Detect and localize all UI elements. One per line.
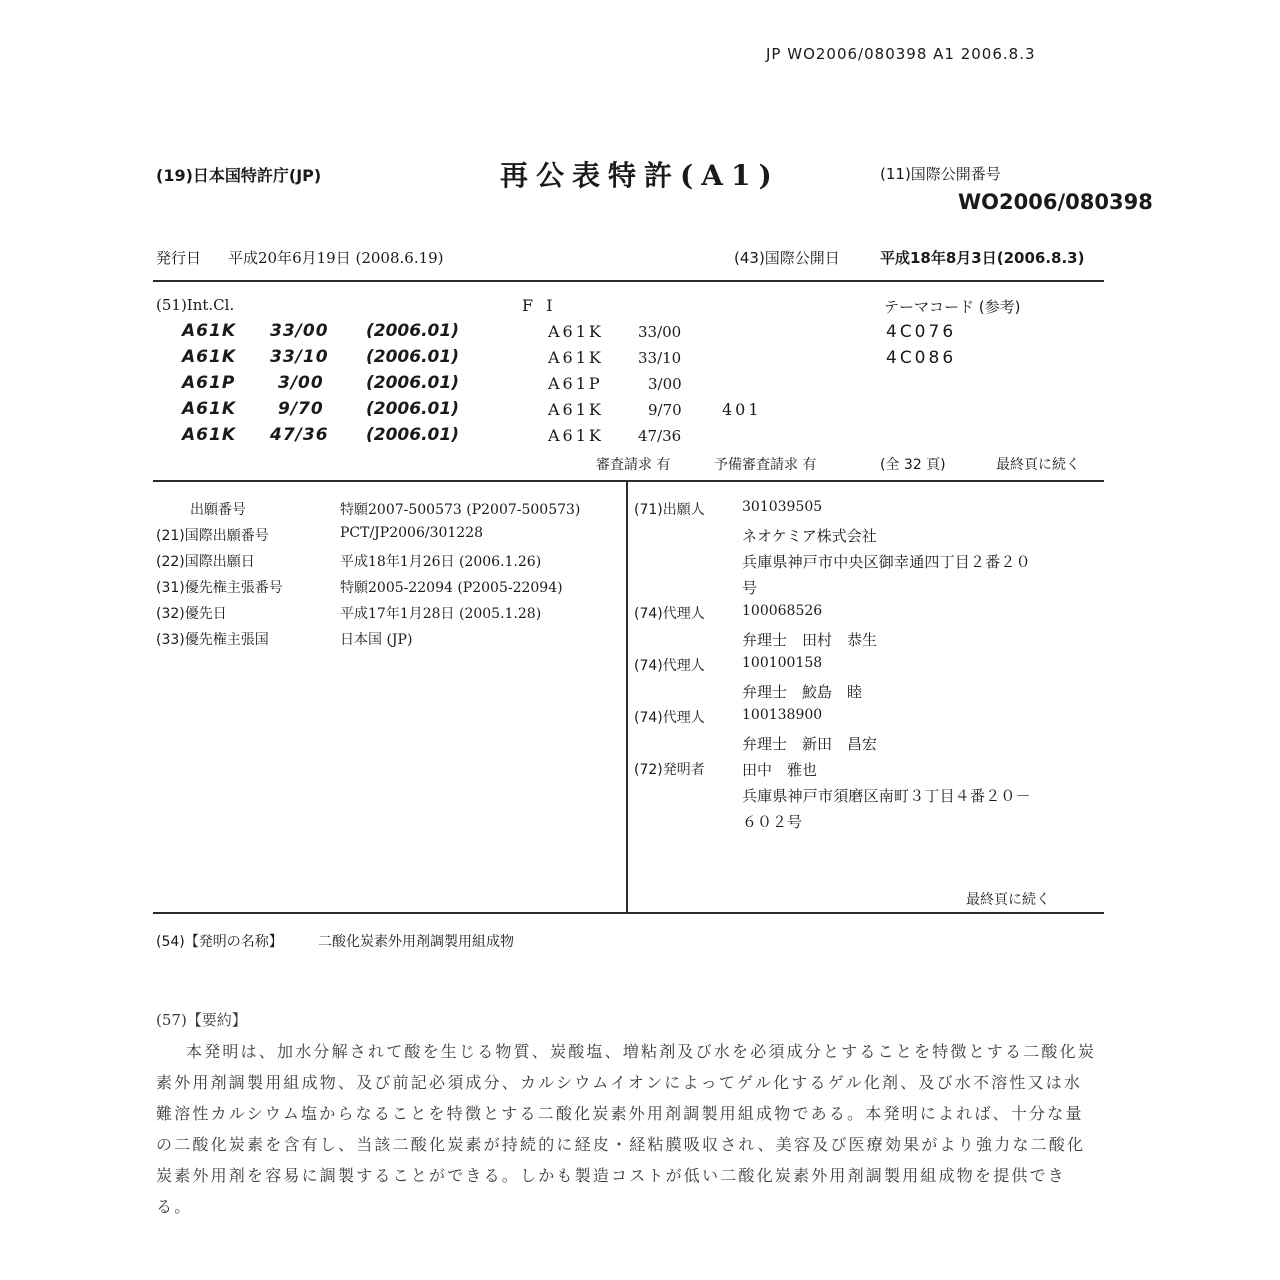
application-value: 平成17年1月28日 (2005.1.28)	[340, 606, 542, 622]
column-divider	[626, 482, 628, 912]
agent-name: 弁理士 田村 恭生	[742, 631, 878, 649]
applicant-label: (71)出願人	[634, 502, 705, 518]
agent-label: (74)代理人	[634, 710, 705, 726]
fi-code: A61K	[548, 322, 604, 341]
agent-number: 100068526	[742, 603, 823, 619]
int-cl-group: 33/00	[270, 321, 329, 341]
application-value: 平成18年1月26日 (2006.1.26)	[340, 554, 542, 570]
abstract-label: (57)【要約】	[156, 1011, 247, 1029]
fi-code: A61K	[548, 426, 604, 445]
application-label: 出願番号	[190, 502, 246, 518]
publication-number-label: (11)国際公開番号	[880, 165, 1001, 183]
fi-label: F I	[522, 296, 557, 315]
fi-group: 33/00	[638, 323, 682, 341]
page-count: (全 32 頁)	[880, 457, 946, 473]
issue-date: 平成20年6月19日 (2008.6.19)	[228, 249, 444, 267]
int-cl-version: (2006.01)	[366, 347, 459, 367]
theme-code: 4C076	[886, 322, 957, 342]
int-cl-version: (2006.01)	[366, 399, 459, 419]
fi-group: 47/36	[638, 427, 682, 445]
application-value: 特願2007-500573 (P2007-500573)	[340, 502, 581, 518]
header-divider	[153, 280, 1104, 282]
applicant-number: 301039505	[742, 499, 823, 515]
application-value: 日本国 (JP)	[340, 632, 413, 648]
examination-request: 審査請求 有	[596, 457, 671, 473]
int-cl-code: A61P	[182, 373, 236, 393]
int-cl-label: (51)Int.Cl.	[156, 296, 235, 314]
application-label: (22)国際出願日	[156, 554, 255, 570]
int-cl-group: 33/10	[270, 347, 329, 367]
theme-code-label: テーマコード (参考)	[884, 298, 1021, 316]
document-reference: JP WO2006/080398 A1 2006.8.3	[766, 45, 1036, 63]
agent-name: 弁理士 鮫島 睦	[742, 683, 863, 701]
applicant-address-cont: 号	[742, 579, 758, 597]
issue-date-label: 発行日	[156, 249, 202, 267]
int-cl-code: A61K	[182, 347, 236, 367]
bibliographic-divider	[153, 912, 1104, 914]
fi-group: 33/10	[638, 349, 682, 367]
int-cl-group: 47/36	[270, 425, 329, 445]
classification-divider	[153, 480, 1104, 482]
abstract-text: 本発明は、加水分解されて酸を生じる物質、炭酸塩、増粘剤及び水を必須成分とすることを特徴とする二酸化炭素外用剤調製用組成物、及び前記必須成分、カルシウムイオンによってゲル化するゲル化剤、及び水不溶性又は水難溶性カルシウム塩からなることを特徴とする二酸化炭素外用剤調製用組成物である。本発明によれば、十分な量の二酸化炭素を含有し、当該二酸化炭素が持続的に経皮・経粘膜吸収され、美容及び医療効果がより強力な二酸化炭素外用剤を容易に調製することができる。しかも製造コストが低い二酸化炭素外用剤調製用組成物を提供できる。	[156, 1042, 1097, 1216]
application-label: (33)優先権主張国	[156, 632, 269, 648]
fi-extra: 401	[722, 400, 762, 419]
agent-label: (74)代理人	[634, 606, 705, 622]
application-value: PCT/JP2006/301228	[340, 525, 484, 541]
inventor-name: 田中 雅也	[742, 761, 818, 779]
inventor-address: 兵庫県神戸市須磨区南町３丁目４番２０－	[742, 787, 1031, 805]
applicant-address: 兵庫県神戸市中央区御幸通四丁目２番２０	[742, 553, 1031, 571]
fi-code: A61K	[548, 348, 604, 367]
international-publication-date: 平成18年8月3日(2006.8.3)	[880, 249, 1085, 267]
agent-number: 100138900	[742, 707, 823, 723]
applicant-name: ネオケミア株式会社	[742, 527, 877, 545]
int-cl-version: (2006.01)	[366, 373, 459, 393]
fi-group: 9/70	[648, 401, 682, 419]
international-publication-date-label: (43)国際公開日	[734, 249, 840, 267]
int-cl-code: A61K	[182, 425, 236, 445]
application-label: (32)優先日	[156, 606, 227, 622]
int-cl-group: 3/00	[278, 373, 324, 393]
issuing-office: (19)日本国特許庁(JP)	[156, 166, 322, 185]
application-value: 特願2005-22094 (P2005-22094)	[340, 580, 563, 596]
theme-code: 4C086	[886, 348, 957, 368]
int-cl-group: 9/70	[278, 399, 324, 419]
agent-name: 弁理士 新田 昌宏	[742, 735, 878, 753]
fi-code: A61K	[548, 400, 604, 419]
agent-label: (74)代理人	[634, 658, 705, 674]
agent-number: 100100158	[742, 655, 823, 671]
fi-code: A61P	[548, 374, 603, 393]
inventor-address-cont: ６０２号	[742, 813, 803, 831]
int-cl-code: A61K	[182, 399, 236, 419]
continued-note: 最終頁に続く	[996, 457, 1080, 473]
publication-number: WO2006/080398	[958, 190, 1153, 214]
application-label: (21)国際出願番号	[156, 528, 269, 544]
int-cl-version: (2006.01)	[366, 425, 459, 445]
invention-title: 二酸化炭素外用剤調製用組成物	[318, 934, 514, 950]
preliminary-examination-request: 予備審査請求 有	[714, 457, 817, 473]
fi-group: 3/00	[648, 375, 682, 393]
int-cl-version: (2006.01)	[366, 321, 459, 341]
invention-title-label: (54)【発明の名称】	[156, 934, 283, 950]
document-type-title: 再公表特許(A1)	[500, 159, 780, 192]
int-cl-code: A61K	[182, 321, 236, 341]
continued-note: 最終頁に続く	[966, 892, 1050, 908]
inventor-label: (72)発明者	[634, 762, 705, 778]
application-label: (31)優先権主張番号	[156, 580, 283, 596]
